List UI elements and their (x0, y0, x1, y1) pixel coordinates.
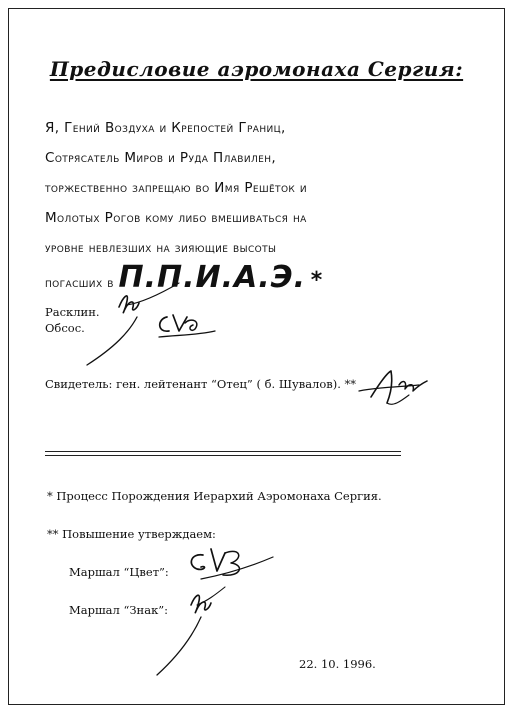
decree-text (45, 113, 485, 298)
signature-marshal-sign (139, 583, 229, 679)
decree-abbreviation: П.П.И.А.Э. (118, 260, 307, 295)
footnote-1: * Процесс Порождения Иерархий Аэромонаха Сергия. (47, 489, 382, 503)
signatory-rasklin: Расклин. (45, 305, 100, 319)
decree-line: Молотых Рогов кому либо вмешиваться на (45, 210, 307, 226)
decree-line: Сотрясатель Миров и Руда Плавилен, (45, 150, 277, 166)
divider-bottom (45, 455, 401, 456)
signature-obsos (149, 307, 229, 347)
document-date: 22. 10. 1996. (299, 657, 376, 671)
title-text: Предисловие аэромонаха Сергия: (49, 57, 464, 81)
decree-line: торжественно запрещаю во Имя Решёток и (45, 180, 308, 196)
decree-last-prefix: погасших в (45, 275, 114, 291)
divider-top (45, 451, 401, 452)
document-page (8, 8, 505, 705)
footnote-2: ** Повышение утверждаем: (47, 527, 216, 541)
marshal-sign-label: Маршал “Знак”: (69, 603, 169, 617)
decree-line: уровне невлезших на зияющие высоты (45, 240, 277, 256)
decree-line: Я, Гений Воздуха и Крепостей Границ, (45, 120, 286, 136)
signature-witness (357, 361, 457, 411)
signatory-obsos: Обсос. (45, 321, 85, 335)
decree-asterisk: * (310, 268, 323, 293)
witness-line: Свидетель: ген. лейтенант “Отец” ( б. Шувалов). ** (45, 377, 357, 391)
marshal-color-label: Маршал “Цвет”: (69, 565, 169, 579)
document-title (9, 57, 504, 81)
